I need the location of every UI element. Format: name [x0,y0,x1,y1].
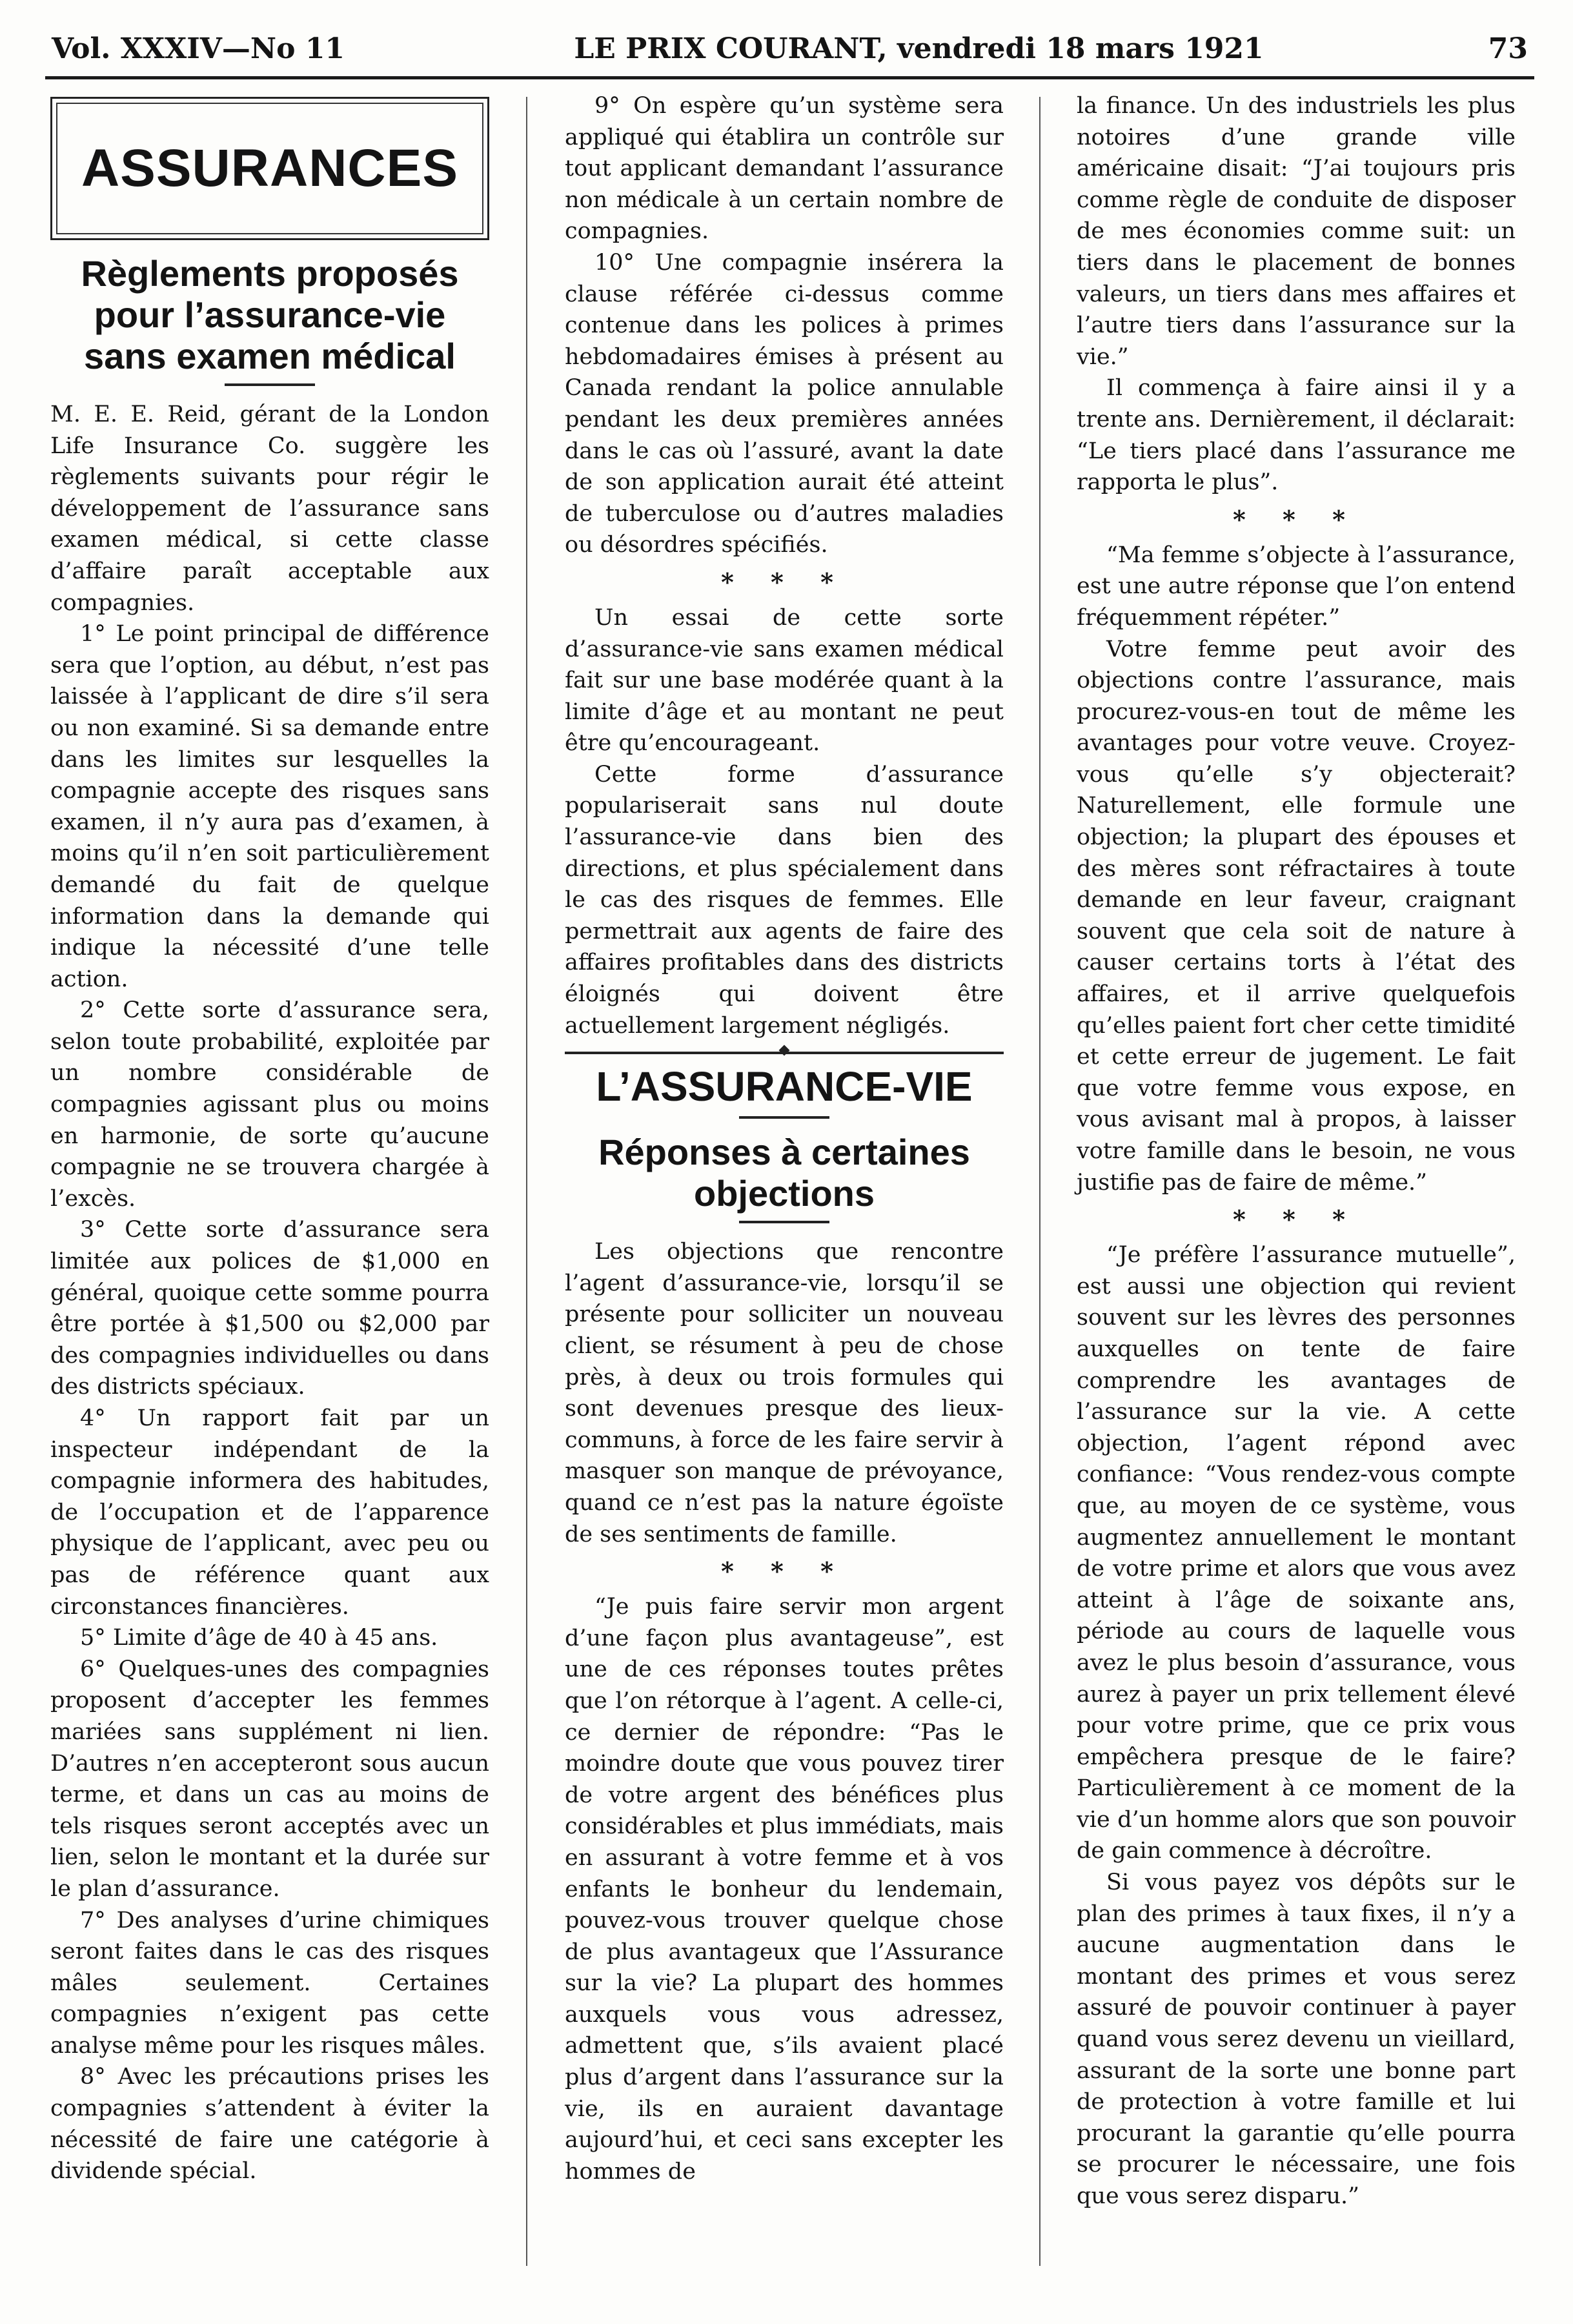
article-paragraph: 3° Cette sorte d’assurance sera limitée aux polices de $1,000 en général, quoique cette somme pourra être portée à $1,500 ou $2,000 par des compagnies individuelles ou dans des districts spéciaux. [50,1217,489,1400]
article-paragraph: Si vous payez vos dépôts sur le plan des primes à taux fixes, il n’y a aucune augmentation dans le montant des primes et vous serez assuré de pouvoir continuer à payer quand vous serez devenu un vieillard, assurant de la sorte une bonne part de protection à votre famille et lui procurant la garantie qu’elle pourra se procurer le nécessaire, une fois que vous serez disparu.” [1077,1870,1516,2209]
section-separator-stars: * * * [1232,504,1360,534]
article-paragraph: 1° Le point principal de différence sera que l’option, au début, n’est pas laissée à l’applicant de dire s’il sera ou non examiné. Si sa demande entre dans les limites sur lesquelles la compagnie accepte des risques sans examen, il n’y aura pas d’examen, à moins qu’il n’en soit particulièrement demandé du fait de quelque information dans la demande qui indique la nécessité d’une telle action. [50,621,489,992]
article-paragraph: 2° Cette sorte d’assurance sera, selon toute probabilité, exploitée par un nombre considérable de compagnies agissant plus ou moins en harmonie, de sorte qu’aucune compagnie ne se trouvera chargée à l’excès. [50,997,489,1212]
article-paragraph: Il commença à faire ainsi il y a trente ans. Dernièrement, il déclarait: “Le tiers placé dans l’assurance me rapporta le plus”. [1077,375,1516,496]
section-box [50,97,489,240]
headline-rule [739,1116,829,1119]
section-separator-stars: * * * [1232,1205,1360,1234]
column-divider [526,97,527,2266]
article-headline: Règlements proposés pour l’assurance-vie sans examen médical [81,253,459,376]
headline-rule [225,383,315,386]
section-title: ASSURANCES [81,139,459,198]
article-paragraph: M. E. E. Reid, gérant de la London Life Insurance Co. suggère les règlements suivants pour régir le développement de l’assurance sans examen médical, si cette classe d’affaire paraît acceptable aux compagnies. [50,402,489,616]
column-3 [1077,90,1516,2212]
volume-number: Vol. XXXIV—No 11 [52,32,345,65]
article-paragraph: “Je puis faire servir mon argent d’une façon plus avantageuse”, est une de ces réponses toutes prêtes que l’on rétorque à l’agent. A celle-ci, ce dernier de répondre: “Pas le moindre doute que vous pouvez tirer de votre argent des bénéfices plus considérables et plus immédiats, mais en assurant à votre femme et à vos enfants le bonheur du lendemain, pouvez-vous trouver quelque chose de plus avantageux que l’Assurance sur la vie? La plupart des hommes auxquels vous vous adressez, admettent que, s’ils avaient placé plus d’argent dans l’assurance sur la vie, ils en auraient davantage aujourd’hui, et ceci sans excepter les hommes de [565,1594,1004,2185]
article-headline: Réponses à certaines objections [598,1132,970,1214]
column-1 [50,90,489,2187]
page-number: 73 [1488,32,1528,65]
publication-title: LE PRIX COURANT, vendredi 18 mars 1921 [574,32,1264,65]
section-separator-stars: * * * [720,567,848,596]
article-paragraph: 8° Avec les précautions prises les compagnies s’attendent à éviter la nécessité de faire une catégorie à dividende spécial. [50,2064,489,2185]
article-paragraph: 10° Une compagnie insérera la clause référée ci-dessus comme contenue dans les polices à primes hebdomadaires émises à présent au Canada rendant la police annulable pendant les deux premières années dans le cas où l’assuré, avant la date de son application aurait été atteint de tuberculose ou d’autres maladies ou désordres spécifiés. [565,249,1004,558]
article-divider [565,1052,1004,1054]
article-paragraph: “Ma femme s’objecte à l’assurance, est une autre réponse que l’on entend fréquemment répéter.” [1077,542,1516,631]
page-header [52,26,1528,71]
article-paragraph: “Je préfère l’assurance mutuelle”, est aussi une objection qui revient souvent sur les lèvres des personnes auxquelles on tente de faire comprendre les avantages de l’assurance sur la vie. A cette objection, l’agent répond avec confiance: “Vous rendez-vous compte que, au moyen de ce système, vous augmentez annuellement le montant de votre prime et alors que vous avez atteint à l’âge de soixante ans, période au cours de laquelle vous avez le plus besoin d’assurance, vous aurez à payer un prix tellement élevé pour votre prime, que ce prix vous empêchera presque de le faire? Particulièrement à ce moment de la vie d’un homme alors que son pouvoir de gain commence à décroître. [1077,1242,1516,1864]
article-paragraph: Votre femme peut avoir des objections contre l’assurance, mais procurez-vous-en tout de même les avantages pour votre veuve. Croyez-vous qu’elle s’y objecterait? Naturellement, elle formule une objection; la plupart des épouses et des mères sont réfractaires à toute demande en leur faveur, craignant souvent que cela soit de nature à causer certains torts à l’état des affaires, et il arrive quelquefois qu’elles paient fort cher cette timidité et cette erreur de jugement. Le fait que votre femme vous expose, en vous avisant mal à propos, à laisser votre famille dans le besoin, ne vous justifie pas de faire de même.” [1077,636,1516,1196]
header-rule [45,76,1534,79]
column-2 [565,90,1004,2187]
article-paragraph: la finance. Un des industriels les plus notoires d’une grande ville américaine disait: “J’ai toujours pris comme règle de conduite de disposer de mes économies comme suit: un tiers dans le placement de bonnes valeurs, un tiers dans mes affaires et l’autre tiers dans l’assurance sur la vie.” [1077,93,1516,370]
section-separator-stars: * * * [720,1556,848,1586]
article-paragraph: Cette forme d’assurance populariserait sans nul doute l’assurance-vie dans bien des directions, et plus spécialement dans le cas des risques de femmes. Elle permettrait aux agents de faire des affaires profitables dans des districts éloignés qui doivent être actuellement largement négligés. [565,761,1004,1039]
article-paragraph: 5° Limite d’âge de 40 à 45 ans. [80,1625,438,1651]
article-paragraph: 7° Des analyses d’urine chimiques seront faites dans le cas des risques mâles seulement. Certaines compagnies n’exigent pas cette analyse même pour les risques mâles. [50,1907,489,2059]
article-paragraph: 9° On espère qu’un système sera appliqué qui établira un contrôle sur tout applicant demandant l’assurance non médicale à un certain nombre de compagnies. [565,93,1004,245]
article-paragraph: Les objections que rencontre l’agent d’assurance-vie, lorsqu’il se présente pour solliciter un nouveau client, se résument à peu de chose près, à deux ou trois formules qui sont devenues presque des lieux-communs, à force de les faire servir à masquer son manque de prévoyance, quand ce n’est pas la nature égoïste de ses sentiments de famille. [565,1239,1004,1547]
article-paragraph: 6° Quelques-unes des compagnies proposent d’accepter les femmes mariées sans supplément ni lien. D’autres n’en accepteront sous aucun terme, et dans un cas au moins de tels risques seront acceptés avec un lien, selon le montant et la durée sur le plan d’assurance. [50,1656,489,1902]
column-divider [1039,97,1040,2266]
headline-rule [739,1221,829,1223]
article-paragraph: Un essai de cette sorte d’assurance-vie sans examen médical fait sur une base modérée quant à la limite d’âge et au montant ne peut être qu’encourageant. [565,604,1004,757]
section-title: L’ASSURANCE-VIE [596,1063,973,1110]
article-paragraph: 4° Un rapport fait par un inspecteur indépendant de la compagnie informera des habitudes, de l’occupation et de l’apparence physique de l’applicant, avec peu ou pas de référence quant aux circonstances financières. [50,1405,489,1620]
